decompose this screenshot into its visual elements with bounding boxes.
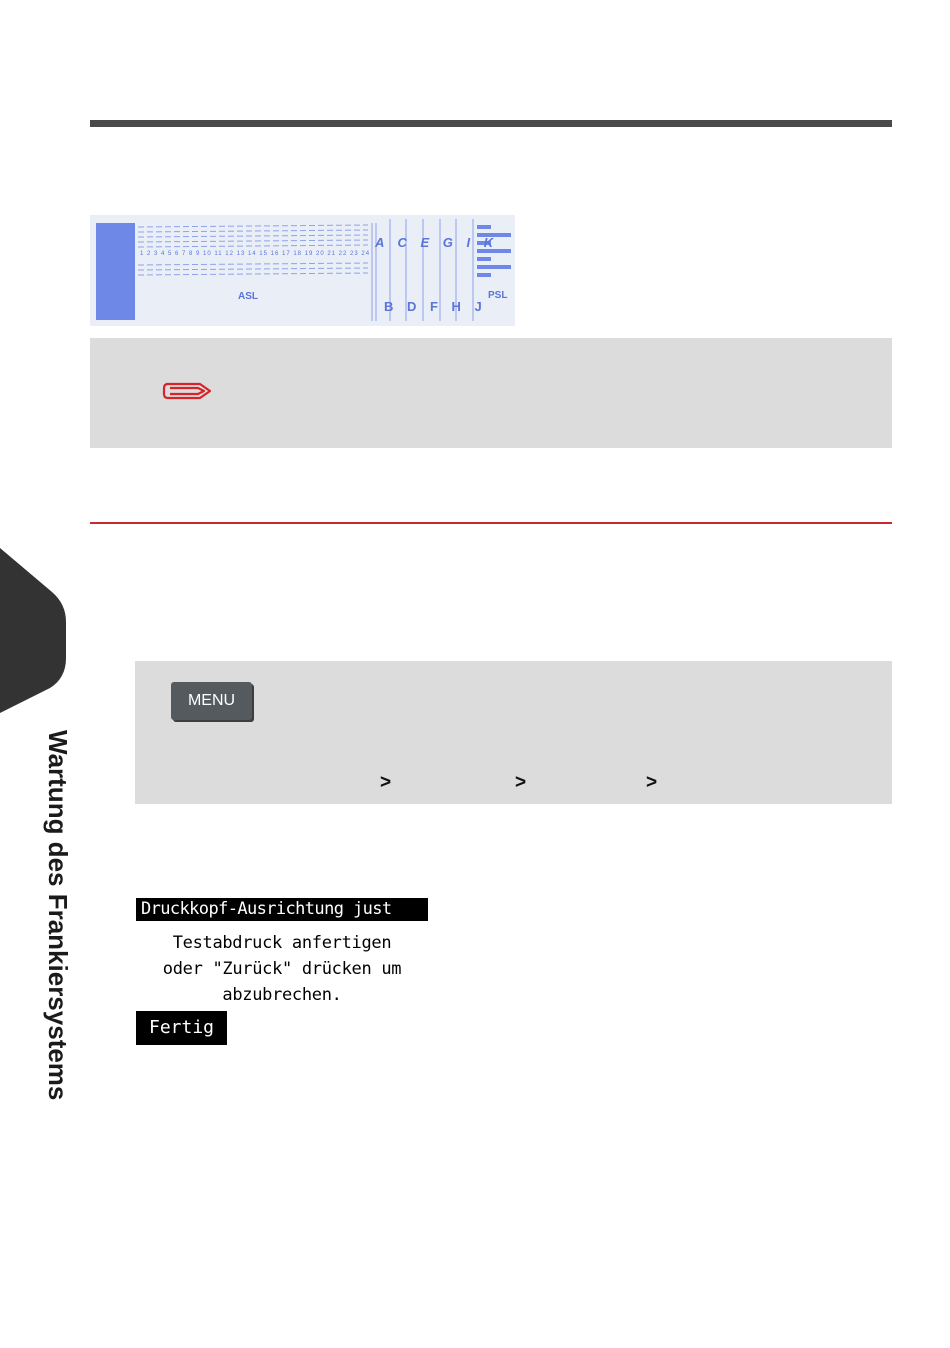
screen-line: Testabdruck anfertigen bbox=[172, 933, 392, 953]
side-tab bbox=[0, 548, 66, 713]
path-separator: > bbox=[515, 772, 527, 793]
screen-title: Druckkopf-Ausrichtung just bbox=[136, 898, 428, 921]
section-divider bbox=[90, 522, 892, 524]
test-print-lower-letters: B D F H J bbox=[384, 299, 487, 314]
paperclip-icon bbox=[162, 378, 214, 404]
psl-label: PSL bbox=[488, 290, 508, 301]
done-button[interactable]: Fertig bbox=[136, 1011, 227, 1045]
screen-message bbox=[136, 930, 428, 1008]
asl-label: ASL bbox=[238, 291, 258, 302]
test-print-numbers: 1 2 3 4 5 6 7 8 9 10 11 12 13 14 15 16 17 18 19 20 21 22 23 24 bbox=[140, 251, 371, 257]
side-section-label: Wartung des Frankiersystems bbox=[43, 730, 73, 1101]
path-separator: > bbox=[646, 772, 658, 793]
screen-line: oder "Zurück" drücken um bbox=[162, 959, 402, 979]
menu-key[interactable]: MENU bbox=[171, 682, 252, 720]
top-divider bbox=[90, 120, 892, 127]
path-separator: > bbox=[380, 772, 392, 793]
test-print-upper-letters: A C E G I K bbox=[375, 235, 499, 250]
screen-line: abzubrechen. bbox=[222, 985, 342, 1005]
test-print-image bbox=[90, 215, 515, 326]
